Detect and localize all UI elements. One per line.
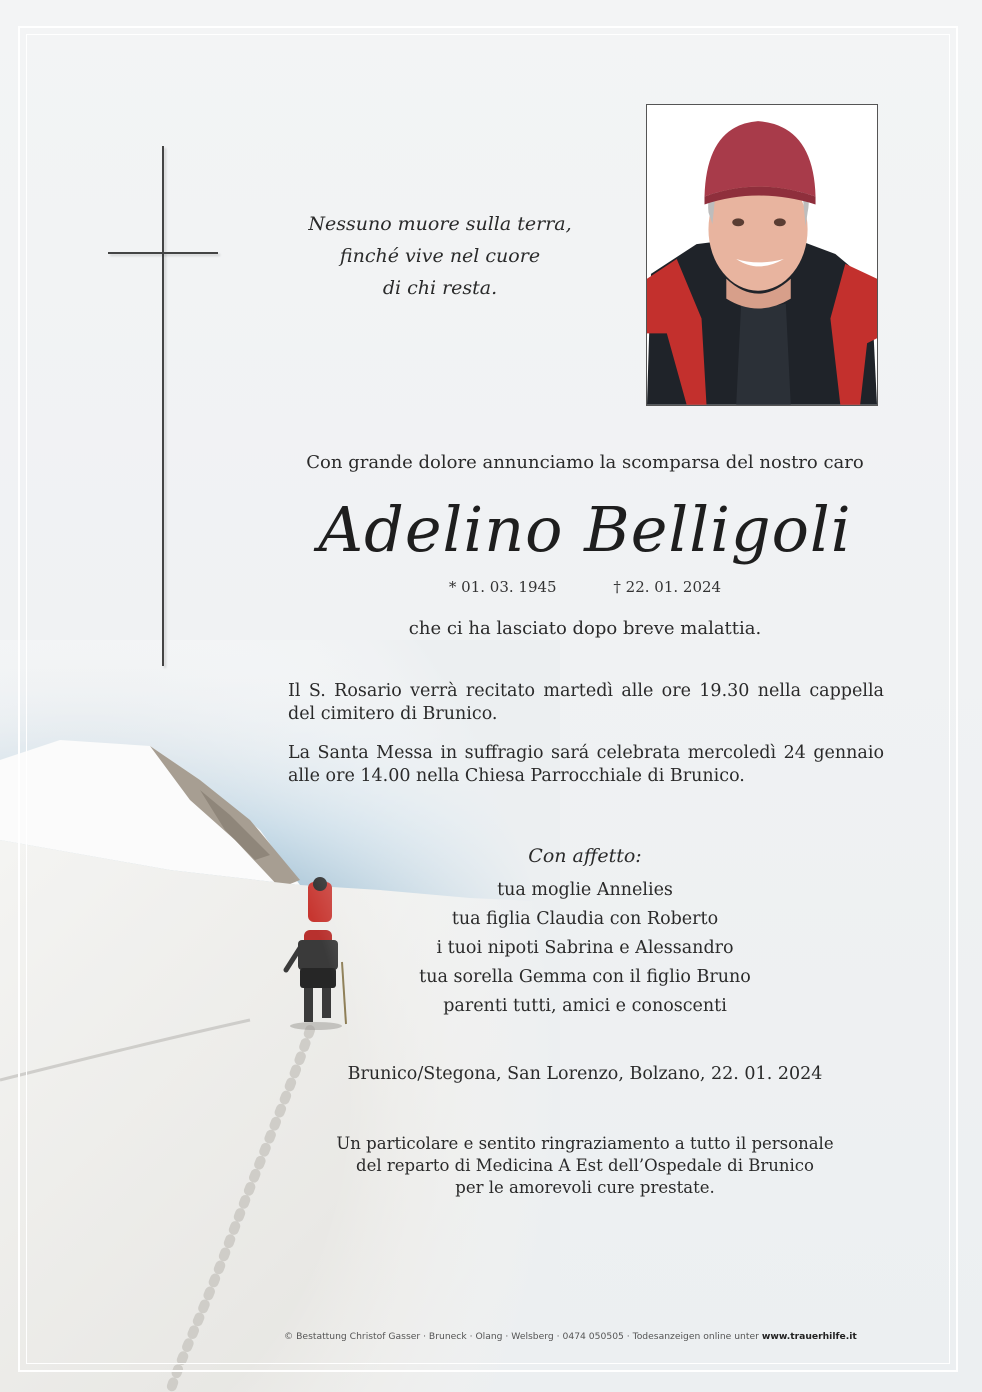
mourner-line: tua sorella Gemma con il figlio Bruno — [419, 967, 751, 987]
footer-credit — [284, 1331, 894, 1342]
thanks-note — [280, 1133, 890, 1199]
mourner-line: parenti tutti, amici e conoscenti — [443, 996, 727, 1016]
illness-note: che ci ha lasciato dopo breve malattia. — [408, 618, 762, 639]
life-dates — [280, 578, 890, 596]
portrait-photo — [646, 104, 878, 406]
latin-cross-icon — [162, 146, 164, 666]
thanks-line: del reparto di Medicina A Est dell’Ospedale di Brunico — [356, 1156, 814, 1175]
mourners-heading: Con affetto: — [528, 845, 642, 867]
footer-text: © Bestattung Christof Gasser · Bruneck · Olang · Welsberg · 0474 050505 · Todesanzeigen online unter — [284, 1331, 762, 1342]
latin-cross-icon-bar — [108, 252, 218, 254]
deceased-name: Adelino Belligoli — [318, 493, 852, 566]
memorial-quote — [290, 208, 590, 304]
quote-line: di chi resta. — [382, 277, 498, 299]
announcement-text: Con grande dolore annunciamo la scomparsa del nostro caro — [306, 452, 864, 473]
quote-line: finché vive nel cuore — [339, 245, 541, 267]
mourner-line: i tuoi nipoti Sabrina e Alessandro — [436, 938, 734, 958]
rosary-paragraph: Il S. Rosario verrà recitato martedì alle ore 19.30 nella cappella del cimitero di Brunico. — [288, 681, 884, 724]
death-date: † 22. 01. 2024 — [613, 578, 722, 596]
mass-paragraph: La Santa Messa in suffragio sará celebrata mercoledì 24 gennaio alle ore 14.00 nella Chiesa Parrocchiale di Brunico. — [288, 743, 884, 786]
footer-site-link[interactable]: www.trauerhilfe.it — [761, 1331, 857, 1342]
quote-line: Nessuno muore sulla terra, — [308, 213, 572, 235]
mourners-list — [280, 876, 890, 1021]
mourner-line: tua moglie Annelies — [497, 880, 673, 900]
thanks-line: Un particolare e sentito ringraziamento a tutto il personale — [336, 1134, 834, 1153]
place-date: Brunico/Stegona, San Lorenzo, Bolzano, 22. 01. 2024 — [347, 1064, 823, 1084]
mourner-line: tua figlia Claudia con Roberto — [451, 909, 719, 929]
birth-date: * 01. 03. 1945 — [448, 578, 557, 596]
thanks-line: per le amorevoli cure prestate. — [455, 1178, 715, 1197]
